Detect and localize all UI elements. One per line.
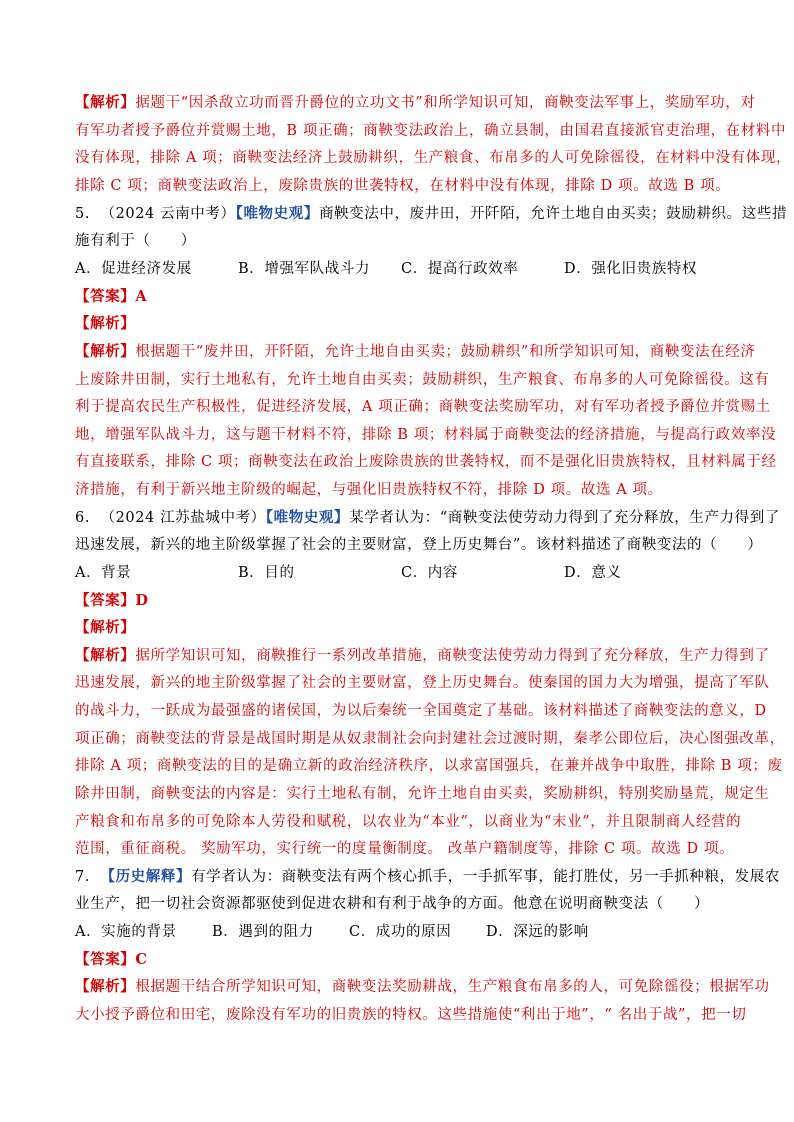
analysis-line: 没有体现，排除 A 项；商鞅变法经济上鼓励耕织，生产粮食、布帛多的人可免除徭役，在材料中没有体现，: [75, 150, 792, 166]
analysis-line: 排除 A 项；商鞅变法的目的是确立新的政治经济秩序，以求富国强兵，在兼并战争中取胜，排除 B 项；废: [75, 758, 783, 774]
answer-label: 【答案】A: [75, 288, 148, 305]
question-6-stem: 6. （2024 江苏盐城中考）【唯物史观】某学者认为：“商鞅变法使劳动力得到了充分释放，生产力得到了: [75, 509, 780, 526]
option-d: D．深远的影响: [486, 924, 589, 940]
question-6-stem-cont: 迅速发展，新兴的地主阶级掌握了社会的主要财富，登上历史舞台”。该材料描述了商鞅变法的（ ）: [75, 537, 763, 553]
option-a: A．背景: [75, 565, 132, 581]
analysis-line: 济措施，有利于新兴地主阶级的崛起，与强化旧贵族特权不符，排除 D 项。故选 A 项。: [75, 482, 663, 498]
analysis-line: 范围，重征商税。 奖励军功，实行统一的度量衡制度。 改革户籍制度等，排除 C 项。故选 D 项。: [75, 841, 735, 857]
analysis-line: 【解析】据所学知识可知，商鞅推行一系列改革措施，商鞅变法使劳动力得到了充分释放，生产力得到了: [75, 647, 770, 664]
question-5-stem-cont: 施有利于（ ）: [75, 233, 196, 249]
question-5-stem: 5. （2024 云南中考）【唯物史观】商鞅变法中，废井田，开阡陌，允许土地自由买卖；鼓励耕织。这些措: [75, 205, 788, 222]
question-tag: 【唯物史观】: [265, 509, 350, 526]
option-c: C．成功的原因: [349, 924, 452, 940]
question-5-options: [75, 259, 697, 279]
option-d: D．意义: [564, 565, 622, 581]
analysis-line: 【解析】据题干“因杀敌立功而晋升爵位的立功文书”和所学知识可知，商鞅变法军事上，奖励军功，对: [75, 94, 756, 111]
analysis-heading: 【解析】: [75, 315, 136, 332]
analysis-line: 除井田制，商鞅变法的内容是：实行土地私有制，允许土地自由买卖，奖励耕织，特别奖励垦荒，规定生: [75, 786, 770, 802]
question-tag: 【唯物史观】: [235, 205, 319, 222]
option-b: B．遇到的阻力: [212, 924, 314, 940]
analysis-line: 上废除井田制，实行土地私有，允许土地自由买卖；鼓励耕织，生产粮食、布帛多的人可免除徭役。这有: [75, 372, 770, 388]
analysis-line: 大小授予爵位和田宅，废除没有军功的旧贵族的特权。这些措施使“利出于地”，“ 名出于战”，把一切: [75, 1007, 747, 1023]
analysis-line: 有直接联系，排除 C 项；商鞅变法在政治上废除贵族的世袭特权，而不是强化旧贵族特权，且材料属于经: [75, 454, 777, 470]
option-d: D．强化旧贵族特权: [564, 261, 698, 277]
question-7-stem: 7. 【历史解释】有学者认为：商鞅变法有两个核心抓手，一手抓军事，能打胜仗，另一手抓种粮，发展农: [75, 868, 780, 885]
analysis-line: 排除 C 项；商鞅变法政治上，废除贵族的世袭特权，在材料中没有体现，排除 D 项。故选 B 项。: [75, 178, 731, 194]
analysis-line: 有军功者授予爵位并赏赐土地，B 项正确；商鞅变法政治上，确立县制，由国君直接派官吏治理，在材料中: [75, 123, 787, 139]
analysis-line: 【解析】根据题干结合所学知识可知，商鞅变法奖励耕战，生产粮食布帛多的人，可免除徭役；根据军功: [75, 978, 770, 995]
analysis-line: 的战斗力，一跃成为最强盛的诸侯国，为以后秦统一全国奠定了基础。该材料描述了商鞅变法的意义，D: [75, 703, 767, 719]
answer-label: 【答案】C: [75, 951, 148, 968]
analysis-heading: 【解析】: [75, 619, 136, 636]
option-c: C．内容: [401, 565, 458, 581]
answer-label: 【答案】D: [75, 592, 149, 609]
question-7-options: [75, 922, 589, 942]
analysis-line: 地，增强军队战斗力，这与题干材料不符，排除 B 项；材料属于商鞅变法的经济措施，与提高行政效率没: [75, 427, 777, 443]
option-a: A．实施的背景: [75, 924, 177, 940]
analysis-line: 项正确；商鞅变法的背景是战国时期是从奴隶制社会向封建社会过渡时期，秦孝公即位后，决心图强改革，: [75, 731, 785, 747]
analysis-line: 利于提高农民生产积极性，促进经济发展，A 项正确；商鞅变法奖励军功，对有军功者授予爵位并赏赐土: [75, 399, 771, 415]
question-7-stem-cont: 业生产，把一切社会资源都驱使到促进农耕和有利于战争的方面。他意在说明商鞅变法（ ）: [75, 896, 710, 912]
option-a: A．促进经济发展: [75, 261, 192, 277]
question-6-options: [75, 563, 622, 583]
analysis-line: 迅速发展，新兴的地主阶级掌握了社会的主要财富，登上历史舞台。使秦国的国力大为增强，提高了军队: [75, 675, 770, 691]
analysis-line: 【解析】根据题干“废井田，开阡陌，允许土地自由买卖；鼓励耕织”和所学知识可知，商鞅变法在经济: [75, 343, 756, 360]
option-c: C．提高行政效率: [401, 261, 519, 277]
question-tag: 【历史解释】: [100, 868, 192, 885]
analysis-line: 产粮食和布帛多的可免除本人劳役和赋税，以农业为“本业”，以商业为“末业”，并且限制商人经营的: [75, 814, 742, 830]
option-b: B．目的: [238, 565, 295, 581]
option-b: B．增强军队战斗力: [238, 261, 371, 277]
